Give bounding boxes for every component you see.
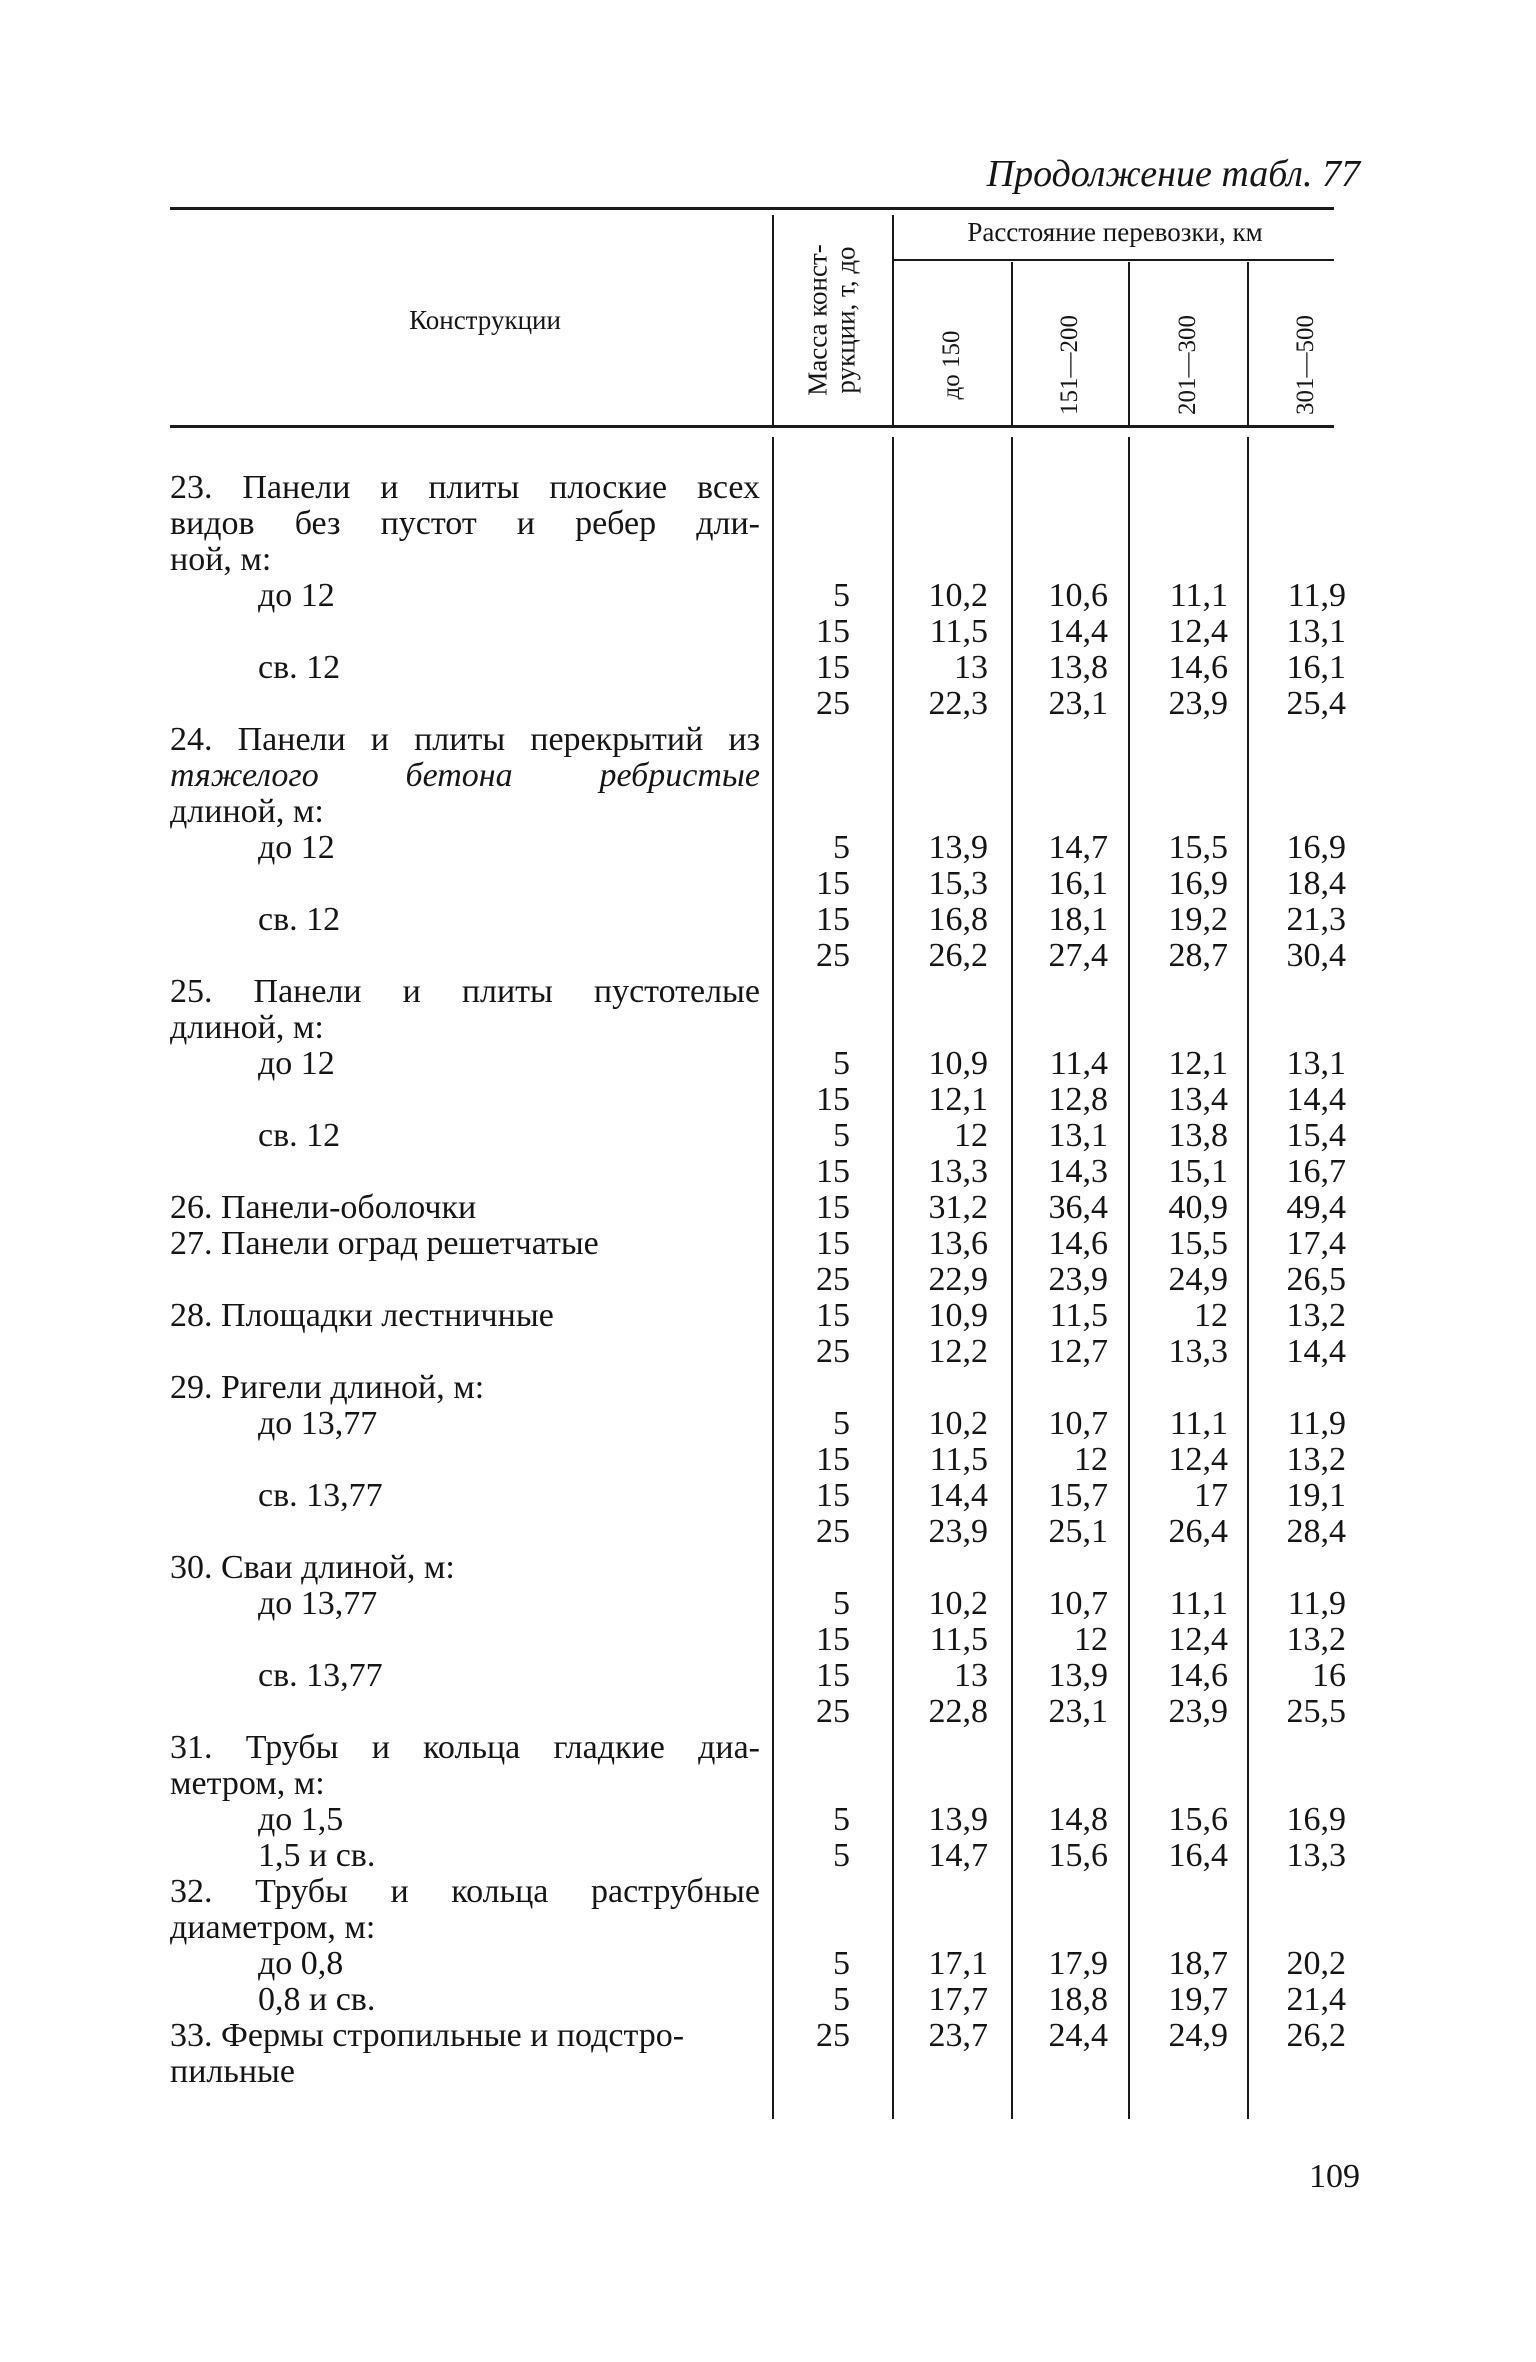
value-cell: 16 <box>1312 1657 1346 1694</box>
value-cell: 16,9 <box>1168 865 1228 902</box>
mass-cell: 5 <box>833 1801 850 1838</box>
row-name: 33. Фермы стропильные и подстро- <box>170 2017 685 2054</box>
value-cell: 13,3 <box>1168 1333 1228 1370</box>
value-cell: 24,9 <box>1168 1261 1228 1298</box>
row-name: св. 12 <box>258 1117 341 1154</box>
mass-cell: 15 <box>816 613 850 650</box>
row-name: видов без пустот и ребер дли- <box>170 505 760 542</box>
header-sep-4 <box>1128 262 1130 425</box>
value-cell: 20,2 <box>1286 1945 1346 1982</box>
row-name: диаметром, м: <box>170 1909 376 1946</box>
body-sep-2 <box>892 437 894 2119</box>
page-number: 109 <box>1309 2158 1360 2195</box>
value-cell: 22,8 <box>928 1693 988 1730</box>
value-cell: 19,2 <box>1168 901 1228 938</box>
row-name: св. 13,77 <box>258 1657 383 1694</box>
mass-cell: 15 <box>816 865 850 902</box>
row-name: 29. Ригели длиной, м: <box>170 1369 485 1406</box>
row-name-text: тяжелого бетона ребристые <box>170 757 760 794</box>
mass-cell: 5 <box>833 829 850 866</box>
value-cell: 13,3 <box>1286 1837 1346 1874</box>
value-cell: 13,1 <box>1048 1117 1108 1154</box>
value-cell: 25,5 <box>1286 1693 1346 1730</box>
row-name: длиной, м: <box>170 793 324 830</box>
value-cell: 14,6 <box>1168 1657 1228 1694</box>
value-cell: 16,1 <box>1286 649 1346 686</box>
value-cell: 13 <box>954 1657 988 1694</box>
row-name: до 13,77 <box>258 1405 378 1442</box>
value-cell: 15,6 <box>1168 1801 1228 1838</box>
mass-cell: 5 <box>833 1045 850 1082</box>
value-cell: 22,3 <box>928 685 988 722</box>
value-cell: 13,9 <box>1048 1657 1108 1694</box>
mass-cell: 15 <box>816 1621 850 1658</box>
value-cell: 13,8 <box>1048 649 1108 686</box>
value-cell: 11,1 <box>1169 1405 1228 1442</box>
value-cell: 12,4 <box>1168 1441 1228 1478</box>
value-cell: 11,5 <box>929 613 988 650</box>
value-cell: 23,9 <box>1168 685 1228 722</box>
value-cell: 13,2 <box>1286 1297 1346 1334</box>
value-cell: 14,4 <box>1048 613 1108 650</box>
row-name: св. 12 <box>258 649 341 686</box>
body-sep-4 <box>1128 437 1130 2119</box>
value-cell: 36,4 <box>1048 1189 1108 1226</box>
row-name: 24. Панели и плиты перекрытий из <box>170 721 760 758</box>
value-cell: 12,4 <box>1168 1621 1228 1658</box>
value-cell: 15,6 <box>1048 1837 1108 1874</box>
row-name: до 12 <box>258 829 335 866</box>
distance-subheader-rule <box>892 259 1334 261</box>
value-cell: 11,1 <box>1169 1585 1228 1622</box>
row-name: св. 13,77 <box>258 1477 383 1514</box>
body-sep-3 <box>1011 437 1013 2119</box>
value-cell: 13,4 <box>1168 1081 1228 1118</box>
value-cell: 13,2 <box>1286 1441 1346 1478</box>
value-cell: 11,9 <box>1287 1585 1346 1622</box>
value-cell: 11,5 <box>929 1621 988 1658</box>
value-cell: 19,7 <box>1168 1981 1228 2018</box>
value-cell: 10,2 <box>928 1585 988 1622</box>
distance-header-3: 301—500 <box>1291 315 1319 415</box>
value-cell: 14,6 <box>1048 1225 1108 1262</box>
mass-cell: 15 <box>816 1189 850 1226</box>
row-name: 32. Трубы и кольца раструбные <box>170 1873 760 1910</box>
value-cell: 15,4 <box>1286 1117 1346 1154</box>
table-top-rule <box>170 207 1334 210</box>
value-cell: 11,4 <box>1049 1045 1108 1082</box>
value-cell: 28,7 <box>1168 937 1228 974</box>
value-cell: 11,5 <box>929 1441 988 1478</box>
mass-cell: 5 <box>833 577 850 614</box>
value-cell: 10,7 <box>1048 1585 1108 1622</box>
value-cell: 30,4 <box>1286 937 1346 974</box>
header-sep-2 <box>892 215 894 425</box>
header-sep-1 <box>772 215 774 425</box>
value-cell: 12,2 <box>928 1333 988 1370</box>
value-cell: 16,4 <box>1168 1837 1228 1874</box>
value-cell: 11,9 <box>1287 577 1346 614</box>
value-cell: 23,9 <box>1168 1693 1228 1730</box>
value-cell: 15,1 <box>1168 1153 1228 1190</box>
value-cell: 28,4 <box>1286 1513 1346 1550</box>
value-cell: 22,9 <box>928 1261 988 1298</box>
value-cell: 13 <box>954 649 988 686</box>
value-cell: 14,3 <box>1048 1153 1108 1190</box>
body-sep-5 <box>1247 437 1249 2119</box>
value-cell: 25,1 <box>1048 1513 1108 1550</box>
value-cell: 18,1 <box>1048 901 1108 938</box>
value-cell: 11,1 <box>1169 577 1228 614</box>
value-cell: 13,9 <box>928 1801 988 1838</box>
value-cell: 21,4 <box>1286 1981 1346 2018</box>
value-cell: 16,8 <box>928 901 988 938</box>
value-cell: 49,4 <box>1286 1189 1346 1226</box>
value-cell: 16,9 <box>1286 829 1346 866</box>
row-name: 23. Панели и плиты плоские всех <box>170 469 760 506</box>
distance-header-0: до 150 <box>937 330 965 400</box>
row-name: 1,5 и св. <box>258 1837 376 1874</box>
value-cell: 17 <box>1194 1477 1228 1514</box>
value-cell: 40,9 <box>1168 1189 1228 1226</box>
value-cell: 26,5 <box>1286 1261 1346 1298</box>
value-cell: 24,4 <box>1048 2017 1108 2054</box>
mass-cell: 25 <box>816 937 850 974</box>
value-cell: 13,1 <box>1286 1045 1346 1082</box>
mass-cell: 25 <box>816 1261 850 1298</box>
value-cell: 13,2 <box>1286 1621 1346 1658</box>
value-cell: 23,7 <box>928 2017 988 2054</box>
row-name: до 12 <box>258 1045 335 1082</box>
mass-cell: 15 <box>816 1153 850 1190</box>
distance-header-1: 151—200 <box>1055 315 1083 415</box>
value-cell: 18,7 <box>1168 1945 1228 1982</box>
value-cell: 26,4 <box>1168 1513 1228 1550</box>
row-name: пильные <box>170 2053 295 2090</box>
mass-cell: 15 <box>816 1081 850 1118</box>
mass-cell: 25 <box>816 685 850 722</box>
value-cell: 12,1 <box>928 1081 988 1118</box>
value-cell: 13,3 <box>928 1153 988 1190</box>
mass-header-line-1: Масса конст- <box>802 244 833 396</box>
value-cell: 16,1 <box>1048 865 1108 902</box>
row-name: до 1,5 <box>258 1801 344 1838</box>
value-cell: 23,9 <box>928 1513 988 1550</box>
mass-cell: 25 <box>816 1693 850 1730</box>
row-name: до 13,77 <box>258 1585 378 1622</box>
value-cell: 23,1 <box>1048 1693 1108 1730</box>
value-cell: 10,2 <box>928 577 988 614</box>
mass-column-header <box>804 220 861 420</box>
value-cell: 12 <box>1074 1441 1108 1478</box>
value-cell: 13,9 <box>928 829 988 866</box>
value-cell: 23,1 <box>1048 685 1108 722</box>
value-cell: 23,9 <box>1048 1261 1108 1298</box>
row-name-italic <box>170 758 760 794</box>
mass-cell: 5 <box>833 1837 850 1874</box>
mass-cell: 15 <box>816 1297 850 1334</box>
mass-header-line-2: рукции, т, до <box>831 246 861 394</box>
row-name: до 12 <box>258 577 335 614</box>
value-cell: 15,5 <box>1168 1225 1228 1262</box>
value-cell: 14,4 <box>1286 1333 1346 1370</box>
value-cell: 27,4 <box>1048 937 1108 974</box>
mass-cell: 5 <box>833 1405 850 1442</box>
value-cell: 26,2 <box>928 937 988 974</box>
value-cell: 11,9 <box>1287 1405 1346 1442</box>
value-cell: 11,5 <box>1049 1297 1108 1334</box>
row-name: 27. Панели оград решетчатые <box>170 1225 599 1262</box>
row-name: св. 12 <box>258 901 341 938</box>
value-cell: 14,8 <box>1048 1801 1108 1838</box>
header-sep-5 <box>1247 262 1249 425</box>
value-cell: 17,1 <box>928 1945 988 1982</box>
value-cell: 12,7 <box>1048 1333 1108 1370</box>
mass-cell: 15 <box>816 1225 850 1262</box>
row-name: 30. Сваи длиной, м: <box>170 1549 455 1586</box>
mass-cell: 5 <box>833 1117 850 1154</box>
distance-column-header: Расстояние перевозки, км <box>967 217 1263 247</box>
value-cell: 17,9 <box>1048 1945 1108 1982</box>
value-cell: 13,1 <box>1286 613 1346 650</box>
mass-cell: 15 <box>816 1441 850 1478</box>
mass-cell: 15 <box>816 1477 850 1514</box>
value-cell: 10,2 <box>928 1405 988 1442</box>
value-cell: 18,4 <box>1286 865 1346 902</box>
value-cell: 15,3 <box>928 865 988 902</box>
value-cell: 14,6 <box>1168 649 1228 686</box>
mass-cell: 25 <box>816 2017 850 2054</box>
value-cell: 12 <box>954 1117 988 1154</box>
value-cell: 25,4 <box>1286 685 1346 722</box>
row-name: 31. Трубы и кольца гладкие диа- <box>170 1729 760 1766</box>
row-name: 26. Панели-оболочки <box>170 1189 477 1226</box>
mass-cell: 5 <box>833 1981 850 2018</box>
distance-header-2: 201—300 <box>1173 315 1201 415</box>
row-name: до 0,8 <box>258 1945 344 1982</box>
value-cell: 12,4 <box>1168 613 1228 650</box>
mass-cell: 25 <box>816 1333 850 1370</box>
value-cell: 12 <box>1074 1621 1108 1658</box>
value-cell: 15,5 <box>1168 829 1228 866</box>
value-cell: 18,8 <box>1048 1981 1108 2018</box>
row-name: ной, м: <box>170 541 272 578</box>
mass-cell: 5 <box>833 1945 850 1982</box>
value-cell: 13,6 <box>928 1225 988 1262</box>
value-cell: 14,4 <box>928 1477 988 1514</box>
header-sep-3 <box>1011 262 1013 425</box>
row-name: метром, м: <box>170 1765 325 1802</box>
value-cell: 17,7 <box>928 1981 988 2018</box>
value-cell: 10,9 <box>928 1045 988 1082</box>
value-cell: 14,7 <box>928 1837 988 1874</box>
row-name: 0,8 и св. <box>258 1981 376 2018</box>
value-cell: 19,1 <box>1286 1477 1346 1514</box>
value-cell: 13,8 <box>1168 1117 1228 1154</box>
mass-cell: 5 <box>833 1585 850 1622</box>
mass-cell: 15 <box>816 1657 850 1694</box>
value-cell: 14,7 <box>1048 829 1108 866</box>
constructions-column-header: Конструкции <box>409 305 561 335</box>
value-cell: 21,3 <box>1286 901 1346 938</box>
mass-cell: 15 <box>816 649 850 686</box>
value-cell: 12 <box>1194 1297 1228 1334</box>
value-cell: 26,2 <box>1286 2017 1346 2054</box>
value-cell: 10,9 <box>928 1297 988 1334</box>
mass-cell: 15 <box>816 901 850 938</box>
header-bottom-rule <box>170 425 1334 428</box>
value-cell: 10,6 <box>1048 577 1108 614</box>
value-cell: 24,9 <box>1168 2017 1228 2054</box>
value-cell: 10,7 <box>1048 1405 1108 1442</box>
mass-cell: 25 <box>816 1513 850 1550</box>
row-name: 25. Панели и плиты пустотелые <box>170 973 760 1010</box>
value-cell: 14,4 <box>1286 1081 1346 1118</box>
value-cell: 12,8 <box>1048 1081 1108 1118</box>
row-name: длиной, м: <box>170 1009 324 1046</box>
value-cell: 17,4 <box>1286 1225 1346 1262</box>
row-name: 28. Площадки лестничные <box>170 1297 554 1334</box>
value-cell: 12,1 <box>1168 1045 1228 1082</box>
table-continuation-caption: Продолжение табл. 77 <box>986 153 1360 195</box>
value-cell: 31,2 <box>928 1189 988 1226</box>
value-cell: 16,7 <box>1286 1153 1346 1190</box>
value-cell: 16,9 <box>1286 1801 1346 1838</box>
value-cell: 15,7 <box>1048 1477 1108 1514</box>
